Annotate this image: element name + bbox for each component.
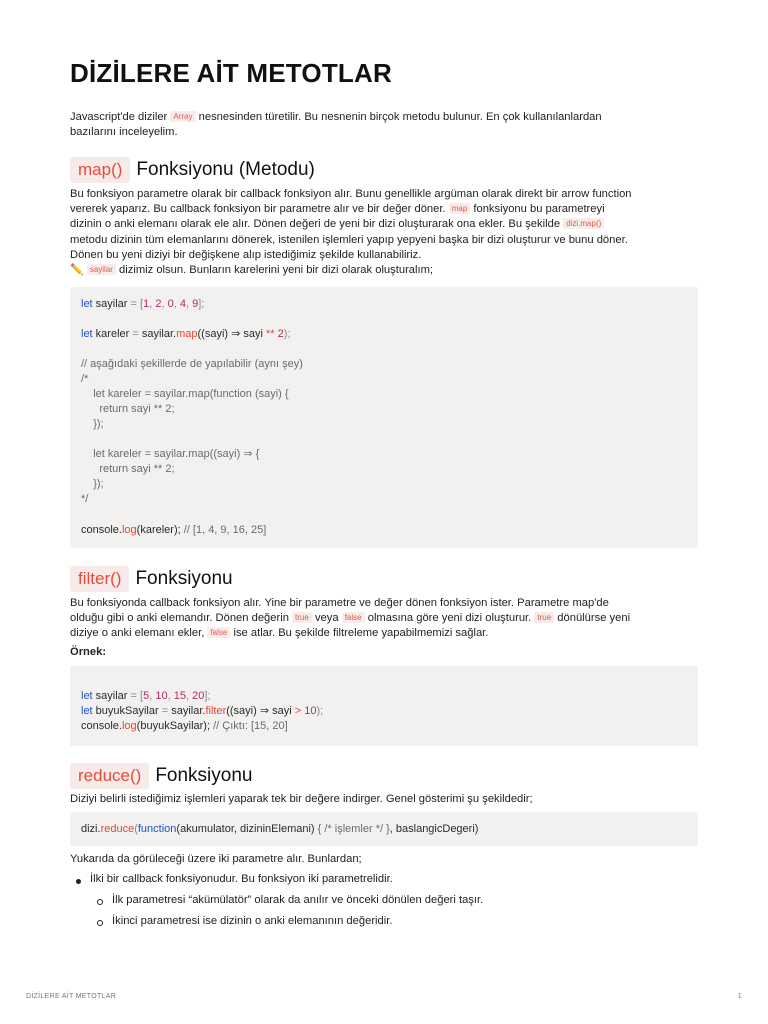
- code-comment: // aşağıdaki şekillerde de yapılabilir (aynı şey): [81, 358, 303, 370]
- list-subitem: İkinci parametresi ise dizinin o anki elemanının değeridir.: [112, 915, 393, 927]
- code-line: console.log(kareler); // [1, 4, 9, 16, 25]: [81, 524, 267, 536]
- filter-desc-line3a: diziye o anki elemanı ekler,: [70, 627, 208, 640]
- code-line: let sayilar = [1, 2, 0, 4, 9];: [81, 298, 205, 310]
- true-chip: true: [292, 612, 312, 623]
- code-comment: return sayi ** 2;: [81, 463, 175, 475]
- code-line: let buyukSayilar = sayilar.filter((sayi) ⇒ sayi > 10);: [81, 705, 324, 717]
- intro-text-before: Javascript'de diziler: [70, 111, 171, 123]
- circle-bullet-icon: [97, 899, 103, 905]
- map-chip: map: [449, 203, 471, 214]
- intro-paragraph: [70, 110, 698, 140]
- dizi-map-chip: dizi.map(): [563, 218, 604, 229]
- filter-desc-line1: Bu fonksiyonda callback fonksiyon alır. Yine bir parametre ve değer dönen fonksiyon ister. Parametre map'de: [70, 597, 609, 609]
- code-comment: let kareler = sayilar.map(function (sayi) {: [81, 388, 289, 400]
- false-chip: false: [207, 627, 230, 638]
- code-comment: /*: [81, 373, 89, 385]
- filter-heading-text: Fonksiyonu: [135, 568, 233, 589]
- reduce-code-block: [70, 812, 698, 846]
- code-comment: });: [81, 478, 104, 490]
- code-line: let kareler = sayilar.map((sayi) ⇒ sayi ** 2);: [81, 328, 291, 340]
- reduce-description: Diziyi belirli istediğimiz işlemleri yaparak tek bir değere indirger. Genel gösterimi şu şekildedir;: [70, 793, 533, 805]
- code-line: dizi.reduce(function(akumulator, dizininElemani) { /* işlemler */ }, baslangicDegeri): [81, 823, 479, 835]
- bullet-icon: [76, 879, 81, 884]
- page-title: DİZİLERE AİT METOTLAR: [70, 58, 392, 88]
- filter-desc-line2a: olduğu gibi o anki elemandır. Dönen değerin: [70, 612, 293, 625]
- reduce-heading-text: Fonksiyonu: [155, 765, 253, 786]
- sayilar-chip: sayilar: [87, 264, 116, 275]
- filter-desc-line2d: dönülürse yeni: [554, 612, 631, 625]
- footer-title: DİZİLERE AİT METOTLAR: [26, 993, 117, 1000]
- code-line: let sayilar = [5, 10, 15, 20];: [81, 690, 211, 702]
- map-desc-line3a: dizinin o anki elemanı olarak ele alır. Dönen değeri de yeni bir dizi oluşturarak ona ekler. Bu şekilde: [70, 218, 564, 231]
- map-description: [70, 187, 698, 278]
- code-line: console.log(buyukSayilar); // Çıktı: [15, 20]: [81, 720, 288, 732]
- code-comment: return sayi ** 2;: [81, 403, 175, 415]
- map-desc-line6: dizimiz olsun. Bunların karelerini yeni bir dizi olarak oluşturalım;: [115, 264, 434, 277]
- code-comment: });: [81, 418, 104, 430]
- filter-description: [70, 596, 698, 642]
- map-desc-line2b: fonksiyonu bu parametreyi: [470, 203, 605, 216]
- after-reduce-text: Yukarıda da görüleceği üzere iki parametre alır. Bunlardan;: [70, 853, 362, 865]
- list-item: İlki bir callback fonksiyonudur. Bu fonksiyon iki parametrelidir.: [90, 873, 393, 885]
- map-desc-line4: metodu dizinin tüm elemanlarını dönerek, istenilen işlemleri yapıp yepyeni başka bir dizi oluşturur ve bunu döner.: [70, 233, 628, 246]
- filter-desc-line3b: ise atlar. Bu şekilde filtreleme yapabilmemizi sağlar.: [230, 627, 489, 640]
- filter-code-block: [70, 666, 698, 746]
- intro-text-line2: bazılarını inceleyelim.: [70, 126, 178, 139]
- example-label: Örnek:: [70, 646, 107, 658]
- reduce-heading: [70, 763, 252, 789]
- filter-desc-line2c: olmasına göre yeni dizi oluşturur.: [364, 612, 535, 625]
- map-heading: [70, 157, 315, 183]
- map-desc-line1: Bu fonksiyon parametre olarak bir callback fonksiyon alır. Bunu genellikle argüman olarak direkt bir arrow function: [70, 188, 632, 200]
- reduce-tag: reduce(): [70, 763, 149, 789]
- pencil-icon: ✏️: [70, 264, 84, 277]
- map-desc-line2a: vererek yaparız. Bu callback fonksiyon bir parametre alır ve bir değer döner.: [70, 203, 449, 216]
- map-tag: map(): [70, 157, 130, 183]
- page-number: 1: [737, 993, 742, 1000]
- intro-text-after: nesnesinden türetilir. Bu nesnenin birçok metodu bulunur. En çok kullanılanlardan: [195, 111, 602, 123]
- true-chip: true: [534, 612, 554, 623]
- code-comment: let kareler = sayilar.map((sayi) ⇒ {: [81, 448, 260, 460]
- map-desc-line5: Dönen bu yeni diziyi bir değişkene alıp istediğimiz şekilde kullanabiliriz.: [70, 248, 422, 261]
- filter-tag: filter(): [70, 566, 129, 592]
- circle-bullet-icon: [97, 920, 103, 926]
- code-comment: */: [81, 493, 89, 505]
- map-heading-text: Fonksiyonu (Metodu): [136, 159, 315, 180]
- false-chip: false: [342, 612, 365, 623]
- array-chip: Array: [170, 111, 195, 122]
- filter-desc-line2b: veya: [311, 612, 342, 625]
- map-code-block: [70, 287, 698, 548]
- filter-heading: [70, 566, 233, 592]
- list-subitem: İlk parametresi “akümülatör” olarak da anılır ve önceki dönülen değeri taşır.: [112, 894, 484, 906]
